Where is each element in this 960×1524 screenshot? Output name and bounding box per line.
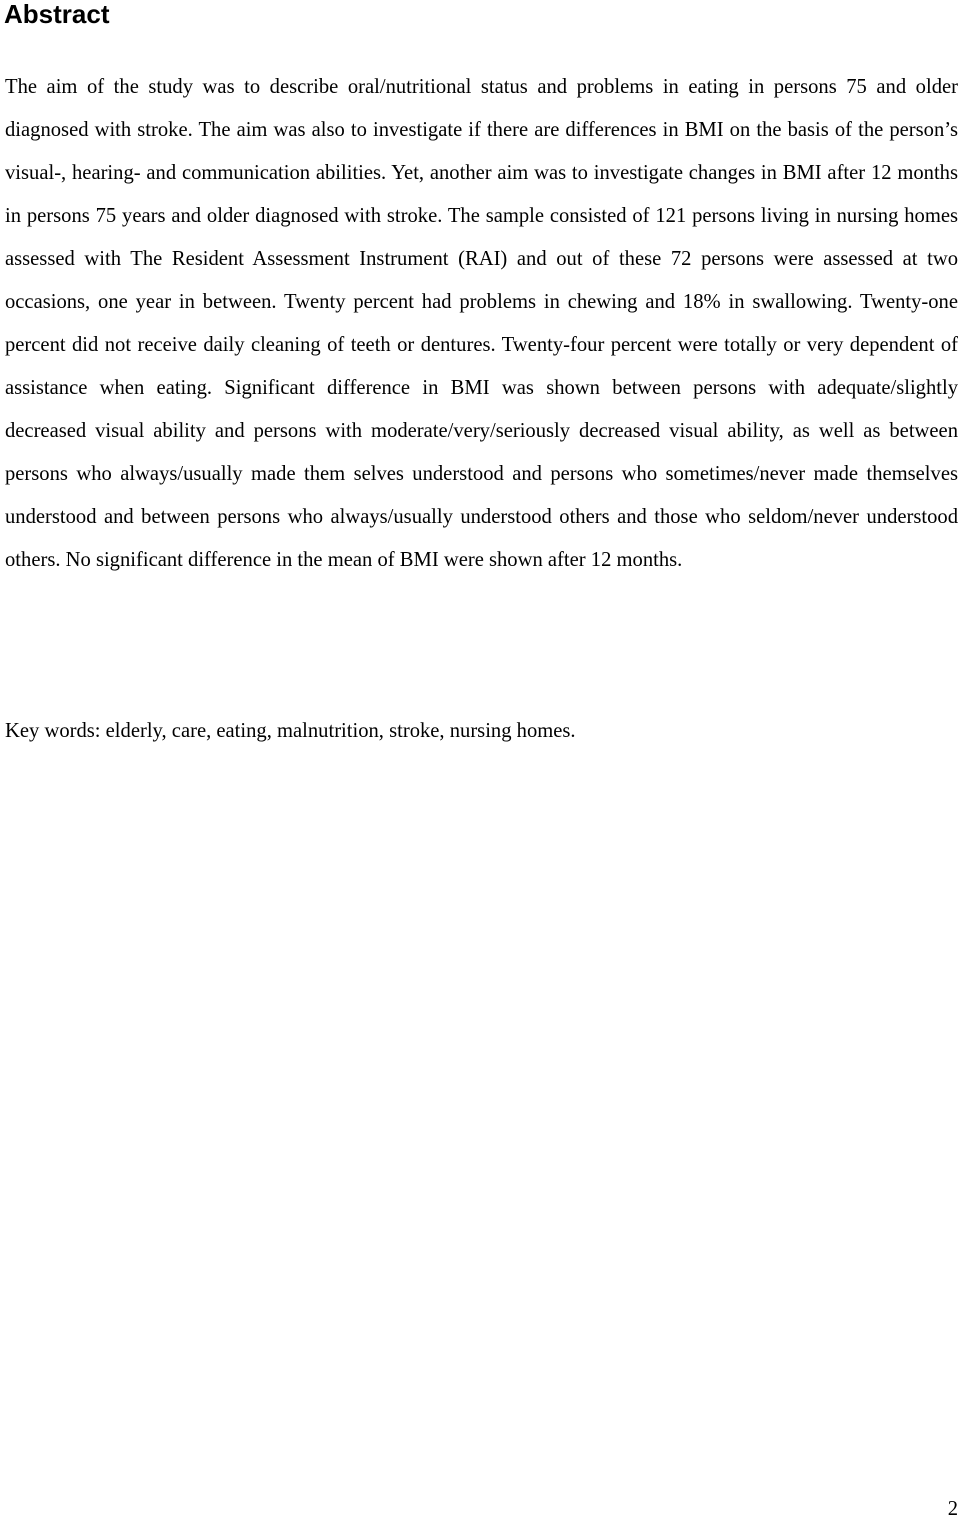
abstract-heading: Abstract	[4, 0, 110, 29]
abstract-paragraph: The aim of the study was to describe oral/nutritional status and problems in eating in persons 75 and older diagnosed with stroke. The aim was also to investigate if there are differences in BMI on the basis of the person’s visual-, hearing- and communication abilities. Yet, another aim was to investigate changes in BMI after 12 months in persons 75 years and older diagnosed with stroke. The sample consisted of 121 persons living in nursing homes assessed with The Resident Assessment Instrument (RAI) and out of these 72 persons were assessed at two occasions, one year in between. Twenty percent had problems in chewing and 18% in swallowing. Twenty-one percent did not receive daily cleaning of teeth or dentures. Twenty-four percent were totally or very dependent of assistance when eating. Significant difference in BMI was shown between persons with adequate/slightly decreased visual ability and persons with moderate/very/seriously decreased visual ability, as well as between persons who always/usually made them selves understood and persons who sometimes/never made themselves understood and between persons who always/usually understood others and those who seldom/never understood others. No significant difference in the mean of BMI were shown after 12 months.	[5, 76, 958, 571]
keywords-line: Key words: elderly, care, eating, malnutrition, stroke, nursing homes.	[5, 720, 576, 742]
page-number: 2	[947, 1498, 958, 1520]
